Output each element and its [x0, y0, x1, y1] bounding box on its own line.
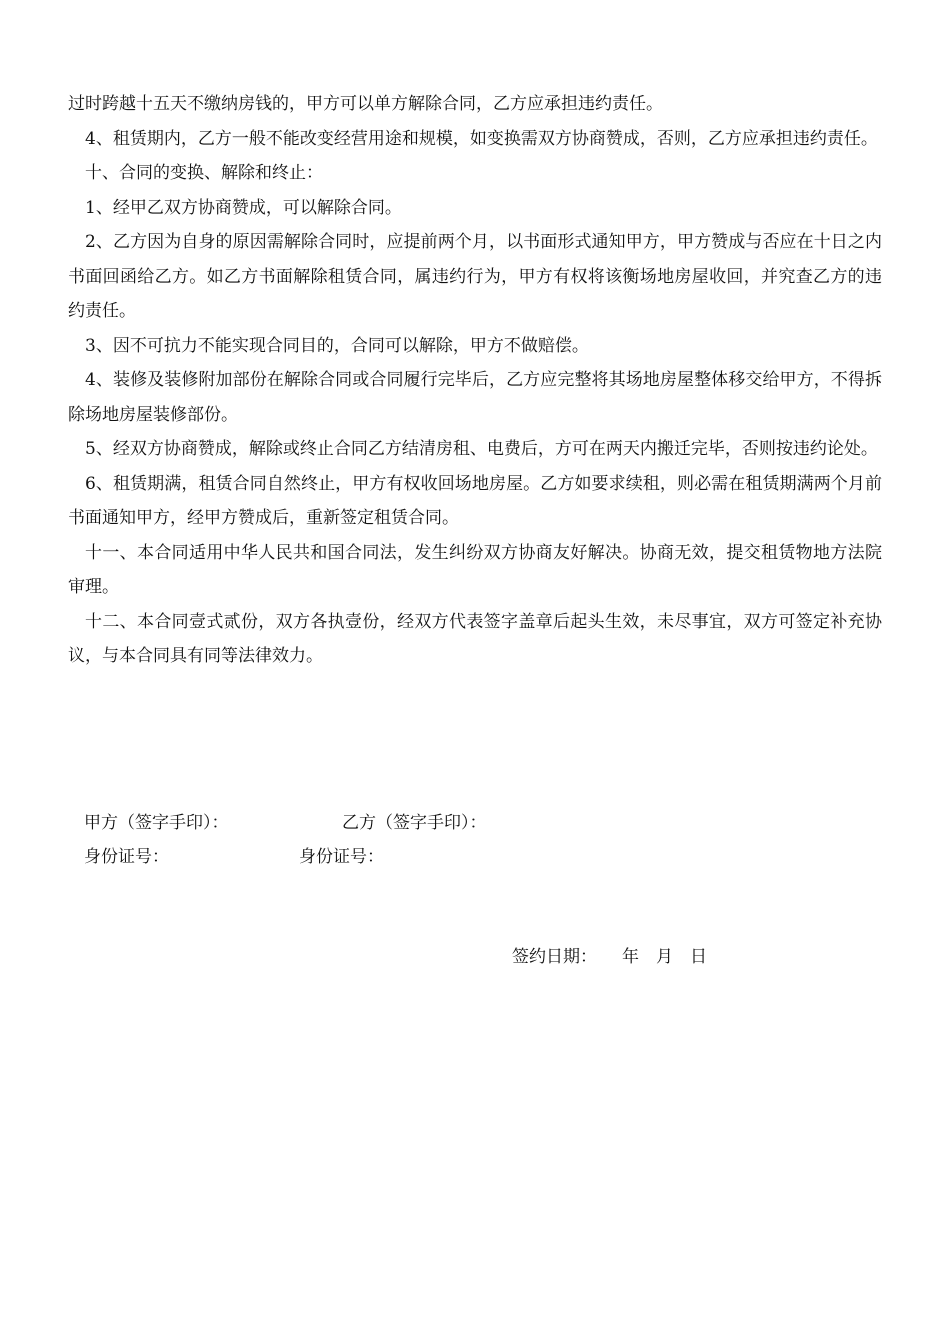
- signing-date-label: 签约日期：: [512, 947, 597, 967]
- paragraph-overdue-rent: 过时跨越十五天不缴纳房钱的，甲方可以单方解除合同，乙方应承担违约责任。: [68, 94, 663, 114]
- date-year-label: 年: [622, 947, 639, 967]
- date-month-label: 月: [656, 947, 673, 967]
- contract-body: [68, 87, 882, 674]
- clause-10-6: 6、租赁期满，租赁合同自然终止，甲方有权收回场地房屋。乙方如要求续租，则必需在租赁期满两个月前书面通知甲方，经甲方赞成后，重新签定租赁合同。: [68, 473, 882, 528]
- party-b-id-label: 身份证号：: [299, 847, 384, 867]
- clause-10-2: 2、乙方因为自身的原因需解除合同时，应提前两个月，以书面形式通知甲方，甲方赞成与否应在十日之内书面回函给乙方。如乙方书面解除租赁合同，属违约行为，甲方有权将该衡场地房屋收回，并究查乙方的违约责任。: [68, 232, 882, 321]
- clause-10-5: 5、经双方协商赞成，解除或终止合同乙方结清房租、电费后，方可在两天内搬迁完毕，否则按违约论处。: [85, 439, 878, 459]
- clause-10-3: 3、因不可抗力不能实现合同目的，合同可以解除，甲方不做赔偿。: [85, 335, 589, 356]
- paragraph-usage-change: 4、租赁期内，乙方一般不能改变经营用途和规模，如变换需双方协商赞成，否则，乙方应承担违约责任。: [85, 128, 878, 149]
- party-a-id-label: 身份证号：: [84, 847, 169, 867]
- party-a-signature-label: 甲方（签字手印）：: [84, 813, 229, 833]
- section-eleven: 十一、本合同适用中华人民共和国合同法，发生纠纷双方协商友好解决。协商无效，提交租赁物地方法院审理。: [68, 542, 882, 597]
- section-twelve: 十二、本合同壹式贰份，双方各执壹份，经双方代表签字盖章后起头生效，未尽事宜，双方可签定补充协议，与本合同具有同等法律效力。: [68, 611, 882, 666]
- party-b-signature-label: 乙方（签字手印）：: [342, 813, 487, 833]
- clause-10-1: 1、经甲乙双方协商赞成，可以解除合同。: [85, 197, 402, 218]
- clause-10-4: 4、装修及装修附加部份在解除合同或合同履行完毕后，乙方应完整将其场地房屋整体移交给甲方，不得拆除场地房屋装修部份。: [68, 370, 882, 425]
- date-day-label: 日: [690, 947, 707, 967]
- section-heading-ten: 十、合同的变换、解除和终止：: [85, 163, 323, 183]
